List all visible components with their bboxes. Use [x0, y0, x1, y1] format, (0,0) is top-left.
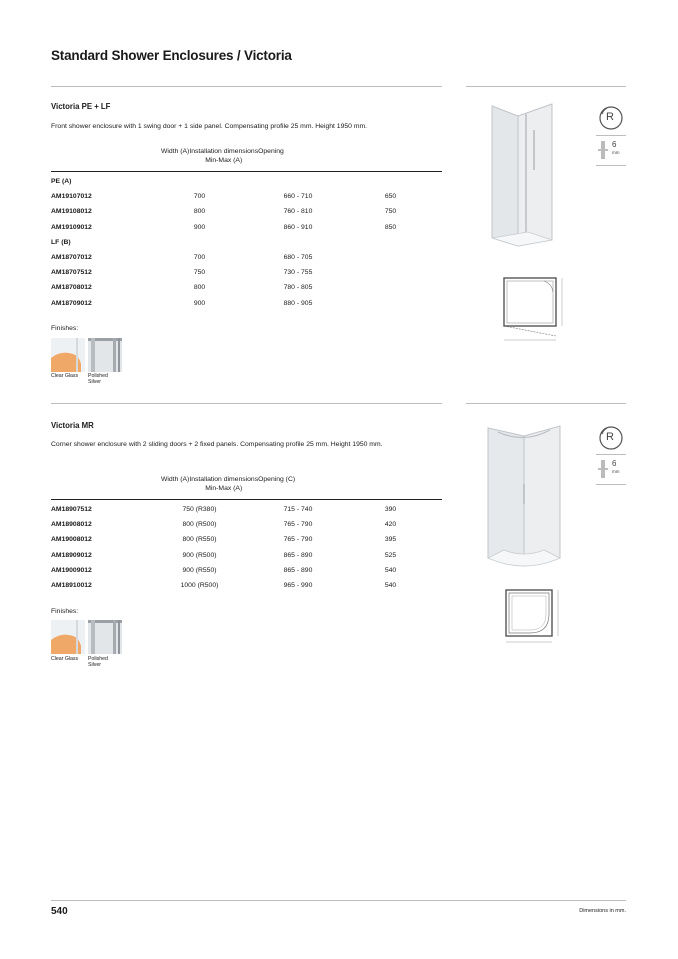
install-dim-cell: 765 - 790	[283, 536, 313, 544]
opening-cell: 850	[384, 223, 397, 231]
clear-glass-swatch	[51, 338, 85, 372]
install-dim-cell: 730 - 755	[283, 269, 313, 277]
plan-diagram	[496, 272, 572, 344]
install-dim-cell: 715 - 740	[283, 506, 313, 514]
install-dim-cell: 865 - 890	[283, 566, 313, 574]
divider	[596, 165, 626, 166]
width-cell: 900 (R550)	[182, 566, 217, 574]
table-row	[51, 578, 423, 593]
section-description: Corner shower enclosure with 2 sliding doors + 2 fixed panels. Compensating profile 25 mm. Height 1950 mm.	[51, 441, 383, 448]
table-row	[51, 502, 423, 517]
table-header-rule	[51, 499, 442, 500]
reversible-letter: R	[606, 111, 614, 123]
plan-diagram	[500, 586, 566, 648]
opening-cell: 390	[384, 506, 397, 514]
article-code: AM18907512	[51, 506, 92, 514]
article-code: AM18908012	[51, 521, 92, 529]
table-row	[51, 204, 423, 219]
install-dim-cell: 865 - 890	[283, 551, 313, 559]
glass-thickness-value: 6	[612, 459, 617, 468]
column-header: Opening (C)	[258, 476, 296, 483]
install-dim-cell: 965 - 990	[283, 582, 313, 590]
spec-table-body	[51, 174, 423, 311]
spec-table	[51, 147, 284, 171]
width-cell: 1000 (R500)	[180, 582, 219, 590]
install-dim-cell: 880 - 905	[283, 299, 313, 307]
section-title: Victoria MR	[51, 421, 94, 430]
reversible-letter: R	[606, 431, 614, 443]
opening-cell: 395	[384, 536, 397, 544]
reversible-badge	[597, 424, 625, 457]
opening-cell	[358, 250, 423, 265]
article-code: AM19108012	[51, 208, 92, 216]
glass-thickness-badge	[597, 140, 627, 162]
install-dim-cell: 860 - 910	[283, 223, 313, 231]
article-code: AM19109012	[51, 223, 92, 231]
article-code: AM19009012	[51, 566, 92, 574]
opening-cell: 540	[384, 582, 397, 590]
footer-divider	[51, 900, 626, 901]
spec-table	[51, 475, 295, 499]
table-row	[51, 563, 423, 578]
glass-thickness-value: 6	[612, 140, 617, 149]
table-row	[51, 280, 423, 295]
page-number: 540	[51, 906, 68, 917]
clear-glass-swatch	[51, 620, 85, 654]
article-code: AM18707012	[51, 254, 92, 262]
table-row	[51, 189, 423, 204]
install-dim-cell: 680 - 705	[283, 254, 313, 262]
section-description: Front shower enclosure with 1 swing door + 1 side panel. Compensating profile 25 mm. Height 1950 mm.	[51, 123, 368, 130]
finish-caption: Clear Glass	[51, 656, 79, 662]
glass-thickness-badge	[597, 459, 627, 481]
page-title: Standard Shower Enclosures / Victoria	[51, 48, 292, 63]
column-header: Width (A)	[161, 148, 190, 155]
width-cell: 700	[193, 193, 206, 201]
polished-silver-swatch	[88, 338, 122, 372]
opening-cell: 540	[384, 566, 397, 574]
opening-cell: 750	[384, 208, 397, 216]
article-code: AM18910012	[51, 582, 92, 590]
width-cell: 800	[193, 284, 206, 292]
section-title: Victoria PE + LF	[51, 102, 111, 111]
install-dim-cell: 760 - 810	[283, 208, 313, 216]
width-cell: 800	[193, 208, 206, 216]
finish-caption: Polished Silver	[88, 373, 108, 385]
article-code: AM18707512	[51, 269, 92, 277]
finishes-label: Finishes:	[51, 325, 79, 332]
enclosure-photo	[484, 424, 564, 570]
width-cell: 700	[193, 254, 206, 262]
opening-cell	[358, 296, 423, 311]
enclosure-photo	[488, 100, 558, 248]
install-dim-cell: 660 - 710	[283, 193, 313, 201]
group-label: LF (B)	[51, 238, 71, 246]
table-row	[51, 296, 423, 311]
glass-thickness-unit: mm	[612, 469, 620, 474]
divider	[51, 86, 442, 87]
divider	[596, 484, 626, 485]
column-header: Installation dimensions Min-Max (A)	[189, 148, 259, 164]
opening-cell: 650	[384, 193, 397, 201]
divider	[466, 403, 626, 404]
table-row	[51, 532, 423, 547]
article-code: AM19107012	[51, 193, 92, 201]
glass-thickness-icon	[597, 459, 609, 479]
spec-table-body	[51, 502, 423, 593]
width-cell: 900 (R500)	[182, 551, 217, 559]
install-dim-cell: 780 - 805	[283, 284, 313, 292]
glass-thickness-icon	[597, 140, 609, 160]
column-header: Installation dimensions Min-Max (A)	[189, 476, 259, 492]
article-code: AM19008012	[51, 536, 92, 544]
article-code: AM18709012	[51, 299, 92, 307]
opening-cell: 525	[384, 551, 397, 559]
polished-silver-swatch	[88, 620, 122, 654]
table-row	[51, 250, 423, 265]
table-row	[51, 517, 423, 532]
finishes-label: Finishes:	[51, 608, 79, 615]
footer-note: Dimensions in mm.	[579, 908, 626, 914]
table-group-row	[51, 174, 423, 189]
width-cell: 750 (R380)	[182, 506, 217, 514]
table-row	[51, 220, 423, 235]
divider	[596, 135, 626, 136]
opening-cell	[358, 280, 423, 295]
width-cell: 800 (R550)	[182, 536, 217, 544]
column-header: Width (A)	[161, 476, 190, 483]
article-code: AM18708012	[51, 284, 92, 292]
opening-cell	[358, 265, 423, 280]
width-cell: 800 (R500)	[182, 521, 217, 529]
install-dim-cell: 765 - 790	[283, 521, 313, 529]
reversible-badge	[597, 104, 625, 137]
table-group-row	[51, 235, 423, 250]
divider	[51, 403, 442, 404]
opening-cell: 420	[384, 521, 397, 529]
column-header: Opening	[258, 148, 284, 155]
width-cell: 750	[193, 269, 206, 277]
table-row	[51, 265, 423, 280]
article-code: AM18909012	[51, 551, 92, 559]
width-cell: 900	[193, 299, 206, 307]
table-row	[51, 548, 423, 563]
divider	[466, 86, 626, 87]
finish-caption: Clear Glass	[51, 373, 79, 379]
table-header-rule	[51, 171, 442, 172]
glass-thickness-unit: mm	[612, 150, 620, 155]
divider	[596, 454, 626, 455]
finish-caption: Polished Silver	[88, 656, 108, 668]
width-cell: 900	[193, 223, 206, 231]
group-label: PE (A)	[51, 178, 72, 186]
